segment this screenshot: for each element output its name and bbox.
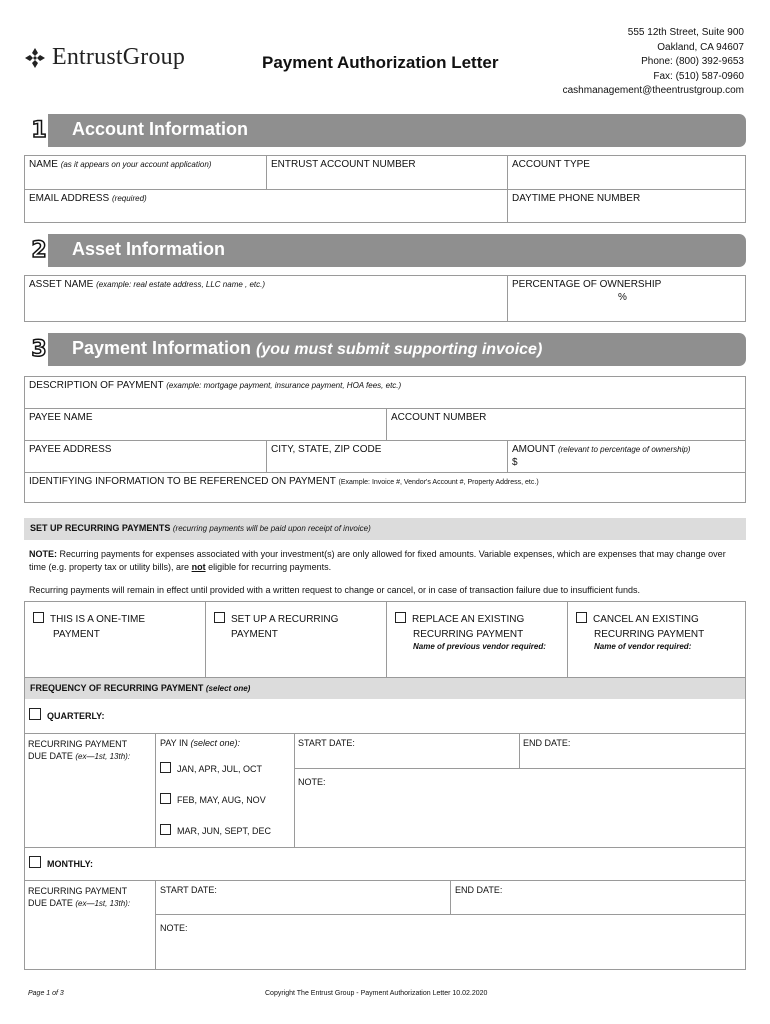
cancel-existing-checkbox[interactable] [576, 612, 587, 623]
asset-info-grid [24, 275, 746, 322]
replace-existing-option[interactable]: REPLACE AN EXISTING RECURRING PAYMENT Name of previous vendor required: [387, 602, 568, 677]
document-title: Payment Authorization Letter [262, 53, 499, 72]
identifying-info-field[interactable]: IDENTIFYING INFORMATION TO BE REFERENCED ON PAYMENT (Example: Invoice #, Vendor's Account #, Property Address, etc.) [29, 476, 539, 487]
set-up-recurring-checkbox[interactable] [214, 612, 225, 623]
section-title: Account Information [72, 119, 248, 139]
email-field[interactable]: EMAIL ADDRESS (required) [25, 190, 508, 222]
address-line-1: 555 12th Street, Suite 900 [627, 27, 744, 38]
company-logo [24, 44, 185, 71]
city-state-zip-field[interactable]: CITY, STATE, ZIP CODE [267, 441, 508, 473]
one-time-payment-option[interactable]: THIS IS A ONE-TIME PAYMENT [25, 602, 206, 677]
address-line-2: Oakland, CA 94607 [657, 41, 744, 53]
months-option-3[interactable]: MAR, JUN, SEPT, DEC [160, 824, 290, 836]
months-3-checkbox[interactable] [160, 824, 171, 835]
pay-in-months: PAY IN (select one): JAN, APR, JUL, OCT FEB, MAY, AUG, NOV MAR, JUN, SEPT, DEC [156, 734, 295, 847]
recurring-effect-text: Recurring payments will remain in effect until provided with a written request to change or cancel, or in case of transaction failure due to insufficient funds. [29, 585, 640, 595]
section-number: 2 [31, 238, 47, 263]
payee-address-field[interactable]: PAYEE ADDRESS [25, 441, 267, 473]
months-option-2[interactable]: FEB, MAY, AUG, NOV [160, 793, 290, 805]
section-title: Asset Information [72, 239, 226, 259]
email-link[interactable]: cashmanagement@theentrustgroup.com [562, 85, 744, 96]
section-3-header [24, 333, 746, 366]
quarterly-due-date-field[interactable]: RECURRING PAYMENT DUE DATE (ex—1st, 13th): [25, 734, 156, 847]
account-number-field[interactable]: ENTRUST ACCOUNT NUMBER [267, 156, 508, 190]
quarterly-start-date-field[interactable]: START DATE: [295, 734, 520, 769]
payment-info-grid [24, 376, 746, 503]
ownership-percentage-field[interactable]: PERCENTAGE OF OWNERSHIP % [512, 279, 662, 303]
recurring-payments-heading: SET UP RECURRING PAYMENTS (recurring payments will be paid upon receipt of invoice) [24, 518, 746, 540]
section-number: 3 [31, 337, 47, 362]
monthly-grid [25, 880, 745, 969]
section-number: 1 [31, 118, 47, 143]
copyright: Copyright The Entrust Group - Payment Authorization Letter 10.02.2020 [265, 990, 488, 997]
payee-name-field[interactable]: PAYEE NAME [25, 409, 387, 441]
name-field[interactable]: NAME (as it appears on your account application) [25, 156, 267, 190]
frequency-section [24, 678, 746, 970]
cancel-existing-option[interactable]: CANCEL AN EXISTING RECURRING PAYMENT Name of vendor required: [568, 602, 745, 677]
replace-existing-checkbox[interactable] [395, 612, 406, 623]
months-2-checkbox[interactable] [160, 793, 171, 804]
entrust-logo-icon [24, 47, 46, 69]
monthly-due-date-field[interactable]: RECURRING PAYMENT DUE DATE (ex—1st, 13th): [25, 881, 156, 969]
months-option-1[interactable]: JAN, APR, JUL, OCT [160, 762, 290, 774]
contact-block [563, 26, 744, 99]
account-info-grid [24, 155, 746, 223]
payee-account-number-field[interactable]: ACCOUNT NUMBER [387, 409, 745, 441]
section-1-header [24, 114, 746, 147]
fax: Fax: (510) 587-0960 [653, 70, 744, 82]
asset-name-field[interactable]: ASSET NAME (example: real estate address, LLC name , etc.) [25, 276, 508, 321]
monthly-option[interactable]: MONTHLY: [29, 856, 93, 869]
monthly-start-date-field[interactable]: START DATE: [156, 881, 451, 915]
payment-description-field[interactable]: DESCRIPTION OF PAYMENT (example: mortgage payment, insurance payment, HOA fees, etc.) [25, 377, 745, 409]
section-2-header [24, 234, 746, 267]
quarterly-end-date-field[interactable]: END DATE: [520, 734, 745, 769]
account-type-field[interactable]: ACCOUNT TYPE [508, 156, 745, 190]
monthly-end-date-field[interactable]: END DATE: [451, 881, 745, 915]
quarterly-note-field[interactable]: NOTE: [298, 777, 326, 787]
daytime-phone-field[interactable]: DAYTIME PHONE NUMBER [512, 193, 641, 204]
set-up-recurring-option[interactable]: SET UP A RECURRING PAYMENT [206, 602, 387, 677]
logo-text: EntrustGroup [52, 44, 186, 70]
payment-type-options [24, 601, 746, 678]
one-time-checkbox[interactable] [33, 612, 44, 623]
phone: Phone: (800) 392-9653 [641, 56, 744, 67]
recurring-note: NOTE: Recurring payments for expenses associated with your investment(s) are only allowed for fixed amounts. Variable expenses, which are expenses that may change over time (e.g. property tax or utility bills), are not eligible for recurring payments. [29, 549, 726, 572]
page-number: Page 1 of 3 [28, 990, 64, 997]
months-1-checkbox[interactable] [160, 762, 171, 773]
section-title: Payment Information (you must submit supporting invoice) [72, 338, 543, 358]
monthly-note-field[interactable]: NOTE: [160, 923, 188, 933]
amount-field[interactable]: AMOUNT (relevant to percentage of ownership) $ [508, 441, 745, 473]
frequency-heading: FREQUENCY OF RECURRING PAYMENT (select one) [25, 678, 745, 699]
monthly-checkbox[interactable] [29, 856, 41, 868]
quarterly-grid [25, 733, 745, 848]
quarterly-checkbox[interactable] [29, 708, 41, 720]
quarterly-option[interactable]: QUARTERLY: [29, 708, 105, 721]
